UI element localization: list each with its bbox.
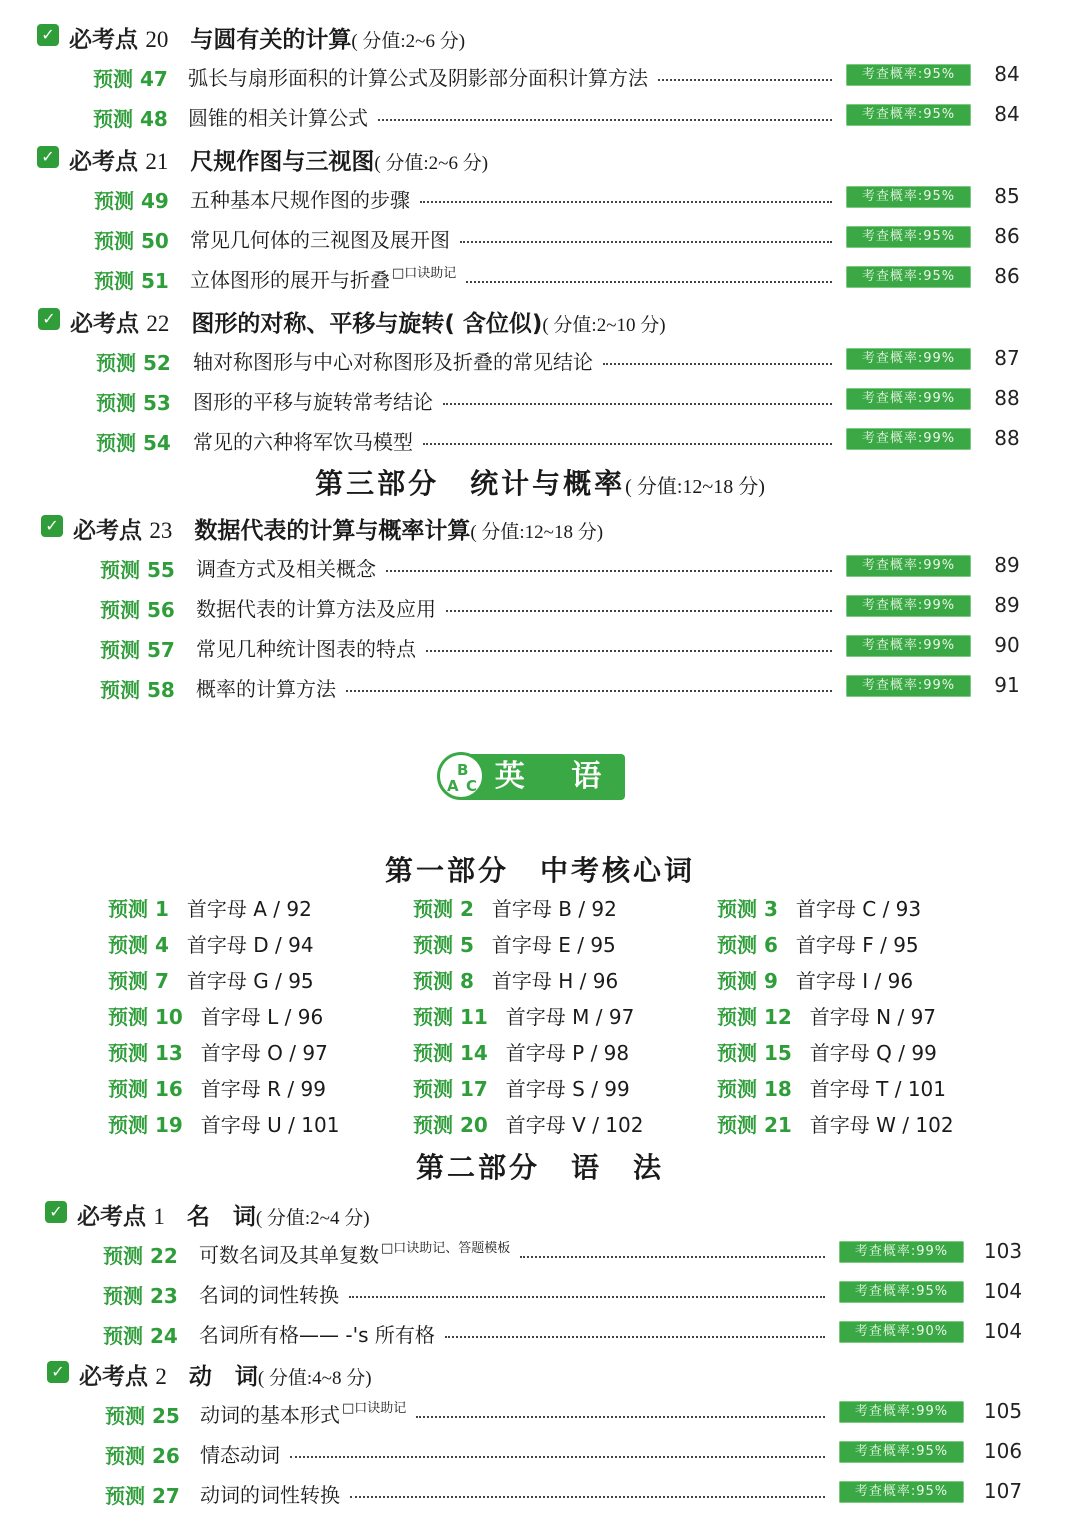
kp-score: ( 分值:4~8 分): [257, 1368, 372, 1389]
entry-topic: [196, 593, 436, 622]
page-number: 90: [994, 633, 1020, 657]
kp-number: 1: [153, 1204, 165, 1229]
kp-score: ( 分值:2~4 分): [255, 1208, 370, 1229]
mnemonic-tag: [392, 266, 456, 281]
vocab-letter-page: 首字母 P / 98: [505, 1041, 630, 1065]
page-number: 88: [994, 386, 1020, 410]
entry-topic-text: 数据代表的计算方法及应用: [196, 597, 436, 621]
small-box-icon: □: [381, 1241, 394, 1256]
entry-topic-text: 概率的计算方法: [196, 677, 336, 701]
mnemonic-text: 口诀助记、答题模板: [393, 1241, 511, 1256]
entry-topic-text: 情态动词: [200, 1443, 280, 1467]
checkbox-icon: ✓: [38, 308, 60, 330]
vocab-entry[interactable]: [717, 893, 921, 929]
toc-entry[interactable]: [0, 95, 1080, 135]
section-header: [0, 137, 1080, 177]
mnemonic-tag: [381, 1241, 510, 1256]
vocab-letter-page: 首字母 O / 97: [200, 1041, 328, 1065]
toc-section: [0, 299, 1080, 459]
section-header: [0, 1352, 1080, 1392]
toc-entry[interactable]: [0, 546, 1080, 586]
entry-topic: [190, 224, 450, 253]
entry-topic: [193, 426, 413, 455]
kp-name: 与圆有关的计算: [190, 27, 352, 53]
entry-topic: [193, 346, 593, 375]
vocab-letter-page: 首字母 U / 101: [200, 1113, 340, 1137]
section-header: [0, 1192, 1080, 1232]
vocab-entry[interactable]: [108, 929, 314, 965]
kp-name: 动 词: [188, 1364, 258, 1390]
abc-letter: A: [447, 777, 459, 795]
prediction-number: 预测 21: [717, 1113, 792, 1137]
vocab-entry[interactable]: [717, 929, 919, 965]
probability-badge: 考查概率:95%: [846, 226, 971, 248]
vocab-entry[interactable]: [108, 1109, 339, 1145]
prediction-number: 预测 56: [100, 598, 175, 622]
page-number: 86: [994, 224, 1020, 248]
checkbox-icon: ✓: [37, 24, 59, 46]
toc-entry[interactable]: [0, 626, 1080, 666]
kp-label: 必考点: [69, 149, 138, 175]
vocab-letter-page: 首字母 F / 95: [795, 933, 919, 957]
vocab-entry[interactable]: [108, 1037, 328, 1073]
vocab-letter-page: 首字母 Q / 99: [809, 1041, 937, 1065]
mnemonic-text: 口诀助记: [404, 266, 457, 281]
page-number: 84: [994, 102, 1020, 126]
vocab-entry[interactable]: [413, 893, 617, 929]
vocab-letter-page: 首字母 T / 101: [809, 1077, 946, 1101]
vocab-letter-page: 首字母 G / 95: [186, 969, 314, 993]
prediction-number: 预测 23: [103, 1284, 178, 1308]
kp-label: 必考点: [69, 27, 138, 53]
mnemonic-tag: [342, 1401, 406, 1416]
vocab-letter-page: 首字母 S / 99: [505, 1077, 630, 1101]
dotted-leader: [603, 363, 832, 365]
dotted-leader: [420, 201, 832, 203]
probability-badge: 考查概率:99%: [846, 555, 971, 577]
vocab-entry[interactable]: [717, 1073, 946, 1109]
page-number: 107: [983, 1479, 1023, 1503]
dotted-leader: [346, 690, 832, 692]
prediction-number: 预测 27: [105, 1484, 180, 1508]
kp-score: ( 分值:12~18 分): [470, 522, 604, 543]
vocab-letter-page: 首字母 D / 94: [186, 933, 314, 957]
prediction-number: 预测 22: [103, 1244, 178, 1268]
section-header: [0, 506, 1080, 546]
entry-topic: [190, 184, 410, 213]
kp-number: 21: [145, 149, 169, 174]
vocab-entry[interactable]: [413, 1073, 630, 1109]
prediction-number: 预测 7: [108, 969, 169, 993]
prediction-number: 预测 26: [105, 1444, 180, 1468]
prediction-number: 预测 18: [717, 1077, 792, 1101]
entry-topic: [196, 633, 416, 662]
probability-badge: 考查概率:99%: [846, 348, 971, 370]
dotted-leader: [426, 650, 832, 652]
probability-badge: 考查概率:95%: [839, 1281, 964, 1303]
prediction-number: 预测 16: [108, 1077, 183, 1101]
part-title: [0, 462, 1080, 502]
prediction-number: 预测 5: [413, 933, 474, 957]
entry-topic-text: 常见几种统计图表的特点: [196, 637, 416, 661]
toc-entry[interactable]: [0, 379, 1080, 419]
prediction-number: 预测 4: [108, 933, 169, 957]
probability-badge: 考查概率:99%: [846, 388, 971, 410]
page-number: 105: [983, 1399, 1023, 1423]
probability-badge: 考查概率:99%: [846, 635, 971, 657]
dotted-leader: [445, 1336, 825, 1338]
page-number: 87: [994, 346, 1020, 370]
entry-topic: [188, 102, 368, 131]
prediction-number: 预测 47: [93, 67, 168, 91]
part-score: ( 分值:12~18 分): [625, 476, 765, 498]
dotted-leader: [423, 443, 832, 445]
kp-label: 必考点: [73, 518, 142, 544]
checkbox-icon: ✓: [37, 146, 59, 168]
entry-topic: [190, 264, 456, 293]
kp-number: 23: [149, 518, 173, 543]
kp-label: 必考点: [79, 1364, 148, 1390]
vocab-entry[interactable]: [717, 965, 913, 1001]
prediction-number: 预测 9: [717, 969, 778, 993]
prediction-number: 预测 19: [108, 1113, 183, 1137]
toc-entry[interactable]: [0, 1432, 1080, 1472]
dotted-leader: [378, 119, 832, 121]
prediction-number: 预测 12: [717, 1005, 792, 1029]
kp-number: 22: [146, 311, 170, 336]
vocab-entry[interactable]: [717, 1109, 954, 1145]
toc-entry[interactable]: [0, 177, 1080, 217]
entry-topic-text: 常见几何体的三视图及展开图: [190, 228, 450, 252]
entry-topic: [199, 1319, 435, 1348]
probability-badge: 考查概率:95%: [846, 186, 971, 208]
toc-entry[interactable]: [0, 1272, 1080, 1312]
vocab-letter-page: 首字母 W / 102: [809, 1113, 954, 1137]
part-title-text: 第二部分 语 法: [415, 1151, 664, 1184]
prediction-number: 预测 51: [94, 269, 169, 293]
vocab-letter-page: 首字母 R / 99: [200, 1077, 326, 1101]
toc-entry[interactable]: [0, 257, 1080, 297]
kp-name: 尺规作图与三视图: [190, 149, 375, 175]
kp-score: ( 分值:2~6 分): [351, 31, 466, 52]
entry-topic: [199, 1239, 510, 1268]
prediction-number: 预测 25: [105, 1404, 180, 1428]
prediction-number: 预测 3: [717, 897, 778, 921]
page-number: 104: [983, 1279, 1023, 1303]
toc-entry[interactable]: [0, 419, 1080, 459]
section-title: [70, 305, 666, 338]
kp-label: 必考点: [70, 311, 139, 337]
vocab-letter-page: 首字母 L / 96: [200, 1005, 324, 1029]
toc-entry[interactable]: [0, 666, 1080, 706]
prediction-number: 预测 50: [94, 229, 169, 253]
section-title: [73, 512, 603, 545]
toc-entry[interactable]: [0, 1312, 1080, 1352]
entry-topic: [200, 1399, 406, 1428]
dotted-leader: [446, 610, 832, 612]
toc-section: [0, 1192, 1080, 1352]
probability-badge: 考查概率:95%: [846, 104, 971, 126]
probability-badge: 考查概率:99%: [839, 1401, 964, 1423]
prediction-number: 预测 10: [108, 1005, 183, 1029]
prediction-number: 预测 14: [413, 1041, 488, 1065]
vocab-entry[interactable]: [413, 1001, 634, 1037]
toc-entry[interactable]: [0, 1392, 1080, 1432]
vocab-letter-page: 首字母 H / 96: [491, 969, 619, 993]
prediction-number: 预测 8: [413, 969, 474, 993]
kp-name: 图形的对称、平移与旋转( 含位似): [191, 311, 543, 337]
kp-score: ( 分值:2~6 分): [374, 153, 489, 174]
prediction-number: 预测 2: [413, 897, 474, 921]
vocab-entry[interactable]: [108, 893, 312, 929]
kp-name: 名 词: [186, 1204, 256, 1230]
prediction-number: 预测 20: [413, 1113, 488, 1137]
entry-topic-text: 名词所有格—— -'s 所有格: [199, 1323, 435, 1347]
entry-topic: [196, 673, 336, 702]
prediction-number: 预测 13: [108, 1041, 183, 1065]
vocab-entry[interactable]: [108, 1073, 326, 1109]
dotted-leader: [443, 403, 832, 405]
page-number: 103: [983, 1239, 1023, 1263]
entry-topic-text: 轴对称图形与中心对称图形及折叠的常见结论: [193, 350, 593, 374]
section-title: [69, 21, 465, 54]
probability-badge: 考查概率:95%: [846, 266, 971, 288]
page-number: 88: [994, 426, 1020, 450]
vocab-entry[interactable]: [413, 965, 618, 1001]
kp-label: 必考点: [77, 1204, 146, 1230]
section-header: [0, 15, 1080, 55]
prediction-number: 预测 48: [93, 107, 168, 131]
vocab-letter-page: 首字母 V / 102: [505, 1113, 644, 1137]
vocab-letter-page: 首字母 C / 93: [795, 897, 922, 921]
vocab-entry[interactable]: [413, 1037, 629, 1073]
kp-number: 20: [145, 27, 169, 52]
probability-badge: 考查概率:99%: [839, 1241, 964, 1263]
page-number: 89: [994, 593, 1020, 617]
dotted-leader: [520, 1256, 825, 1258]
part-title: [0, 1146, 1080, 1186]
vocab-entry[interactable]: [717, 1001, 936, 1037]
abc-letter: C: [466, 777, 478, 795]
probability-badge: 考查概率:99%: [846, 428, 971, 450]
prediction-number: 预测 57: [100, 638, 175, 662]
entry-topic: [188, 62, 648, 91]
page-number: 91: [994, 673, 1020, 697]
toc-section: [0, 137, 1080, 297]
prediction-number: 预测 6: [717, 933, 778, 957]
prediction-number: 预测 55: [100, 558, 175, 582]
prediction-number: 预测 1: [108, 897, 169, 921]
entry-topic-text: 可数名词及其单复数: [199, 1243, 379, 1267]
vocab-letter-page: 首字母 E / 95: [491, 933, 616, 957]
dotted-leader: [658, 79, 832, 81]
entry-topic-text: 调查方式及相关概念: [196, 557, 376, 581]
dotted-leader: [416, 1416, 825, 1418]
section-header: [0, 299, 1080, 339]
mnemonic-text: 口诀助记: [354, 1401, 407, 1416]
toc-entry[interactable]: [0, 217, 1080, 257]
abc-icon: [437, 752, 485, 800]
page-number: 85: [994, 184, 1020, 208]
part-title: [0, 849, 1080, 889]
prediction-number: 预测 15: [717, 1041, 792, 1065]
checkbox-icon: ✓: [41, 515, 63, 537]
kp-score: ( 分值:2~10 分): [542, 315, 666, 336]
dotted-leader: [290, 1456, 825, 1458]
entry-topic: [200, 1479, 340, 1508]
small-box-icon: □: [342, 1401, 355, 1416]
entry-topic-text: 常见的六种将军饮马模型: [193, 430, 413, 454]
page-number: 104: [983, 1319, 1023, 1343]
entry-topic-text: 动词的词性转换: [200, 1483, 340, 1507]
checkbox-icon: ✓: [47, 1361, 69, 1383]
toc-entry[interactable]: [0, 339, 1080, 379]
prediction-number: 预测 49: [94, 189, 169, 213]
toc-entry[interactable]: [0, 1232, 1080, 1272]
prediction-number: 预测 52: [96, 351, 171, 375]
vocab-entry[interactable]: [413, 929, 616, 965]
vocab-entry[interactable]: [717, 1037, 937, 1073]
part-title-text: 第一部分 中考核心词: [384, 854, 695, 887]
section-title: [77, 1198, 370, 1231]
entry-topic-text: 图形的平移与旋转常考结论: [193, 390, 433, 414]
entry-topic: [193, 386, 433, 415]
dotted-leader: [350, 1496, 825, 1498]
vocab-entry[interactable]: [413, 1109, 643, 1145]
part-title-text: 第三部分 统计与概率: [315, 467, 626, 500]
entry-topic-text: 五种基本尺规作图的步骤: [190, 188, 410, 212]
english-banner: [437, 752, 625, 802]
vocab-letter-page: 首字母 I / 96: [795, 969, 914, 993]
kp-name: 数据代表的计算与概率计算: [194, 518, 471, 544]
entry-topic-text: 弧长与扇形面积的计算公式及阴影部分面积计算方法: [188, 66, 648, 90]
entry-topic: [200, 1439, 280, 1468]
toc-entry[interactable]: [0, 1472, 1080, 1512]
dotted-leader: [466, 281, 832, 283]
toc-entry[interactable]: [0, 586, 1080, 626]
toc-section: [0, 15, 1080, 135]
section-title: [69, 143, 488, 176]
subject-label: 英 语: [459, 754, 625, 800]
toc-section: [0, 506, 1080, 706]
entry-topic: [196, 553, 376, 582]
toc-entry[interactable]: [0, 55, 1080, 95]
probability-badge: 考查概率:95%: [839, 1441, 964, 1463]
entry-topic-text: 动词的基本形式: [200, 1403, 340, 1427]
probability-badge: 考查概率:99%: [846, 595, 971, 617]
prediction-number: 预测 11: [413, 1005, 488, 1029]
vocab-letter-page: 首字母 M / 97: [505, 1005, 635, 1029]
page-number: 106: [983, 1439, 1023, 1463]
checkbox-icon: ✓: [45, 1201, 67, 1223]
page-number: 84: [994, 62, 1020, 86]
page-number: 89: [994, 553, 1020, 577]
dotted-leader: [349, 1296, 825, 1298]
entry-topic-text: 立体图形的展开与折叠: [190, 268, 390, 292]
page-number: 86: [994, 264, 1020, 288]
toc-section: [0, 1352, 1080, 1512]
entry-topic-text: 名词的词性转换: [199, 1283, 339, 1307]
dotted-leader: [460, 241, 832, 243]
vocab-letter-page: 首字母 N / 97: [809, 1005, 937, 1029]
probability-badge: 考查概率:90%: [839, 1321, 964, 1343]
small-box-icon: □: [392, 266, 405, 281]
prediction-number: 预测 24: [103, 1324, 178, 1348]
prediction-number: 预测 54: [96, 431, 171, 455]
vocab-entry[interactable]: [108, 1001, 323, 1037]
entry-topic: [199, 1279, 339, 1308]
probability-badge: 考查概率:95%: [846, 64, 971, 86]
prediction-number: 预测 53: [96, 391, 171, 415]
vocab-entry[interactable]: [108, 965, 314, 1001]
prediction-number: 预测 58: [100, 678, 175, 702]
vocab-letter-page: 首字母 B / 92: [491, 897, 617, 921]
section-title: [79, 1358, 372, 1391]
vocab-letter-page: 首字母 A / 92: [186, 897, 312, 921]
kp-number: 2: [155, 1364, 167, 1389]
probability-badge: 考查概率:99%: [846, 675, 971, 697]
abc-letter: B: [457, 761, 469, 779]
dotted-leader: [386, 570, 832, 572]
entry-topic-text: 圆锥的相关计算公式: [188, 106, 368, 130]
prediction-number: 预测 17: [413, 1077, 488, 1101]
probability-badge: 考查概率:95%: [839, 1481, 964, 1503]
